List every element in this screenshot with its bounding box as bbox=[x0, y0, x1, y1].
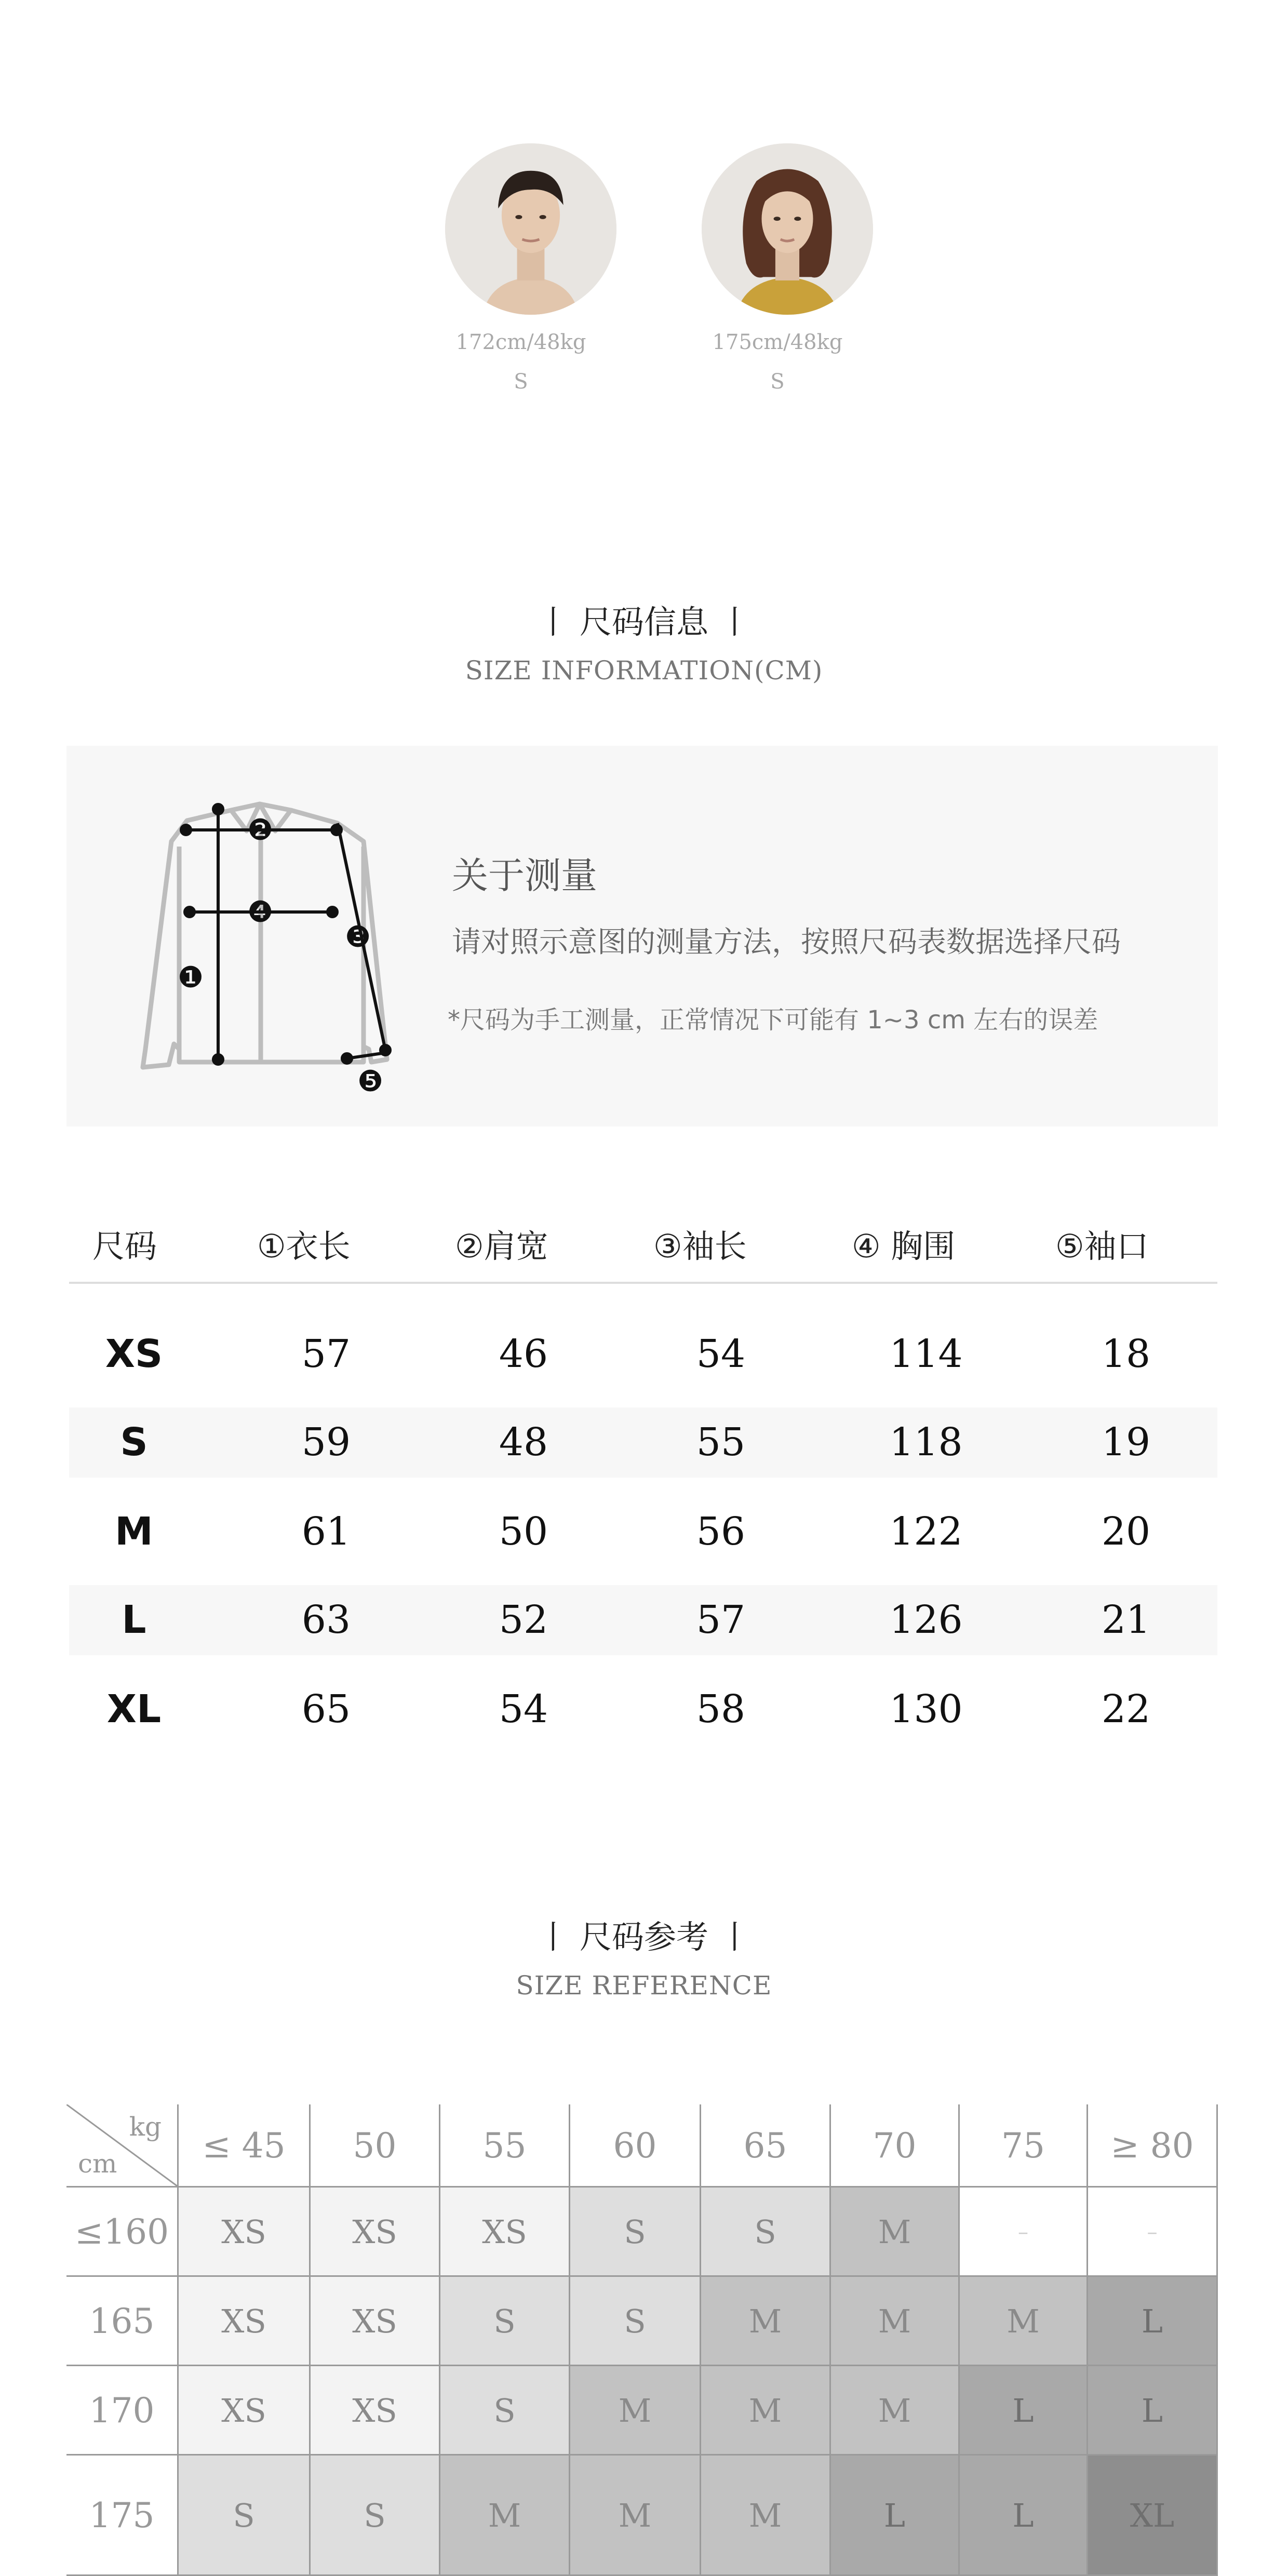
size-cell-chest: 130 bbox=[889, 1687, 963, 1732]
weight-header: 65 bbox=[701, 2104, 831, 2188]
height-header: 170 bbox=[66, 2366, 179, 2456]
size-cell-size: S bbox=[120, 1420, 148, 1465]
diagram-marker-5: ❺ bbox=[357, 1065, 384, 1098]
size-reference-cell: XS bbox=[440, 2188, 570, 2277]
size-cell-size: M bbox=[115, 1509, 153, 1554]
size-reference-title: 丨 尺码参考 丨 bbox=[537, 1918, 751, 1956]
size-reference-cell: M bbox=[831, 2277, 960, 2366]
size-cell-sleeve: 56 bbox=[696, 1509, 746, 1554]
model-1-portrait bbox=[445, 143, 616, 315]
size-reference-cell: L bbox=[960, 2366, 1088, 2456]
corner-cm-label: cm bbox=[78, 2149, 117, 2179]
height-header: ≤160 bbox=[66, 2188, 179, 2277]
size-cell-cuff: 18 bbox=[1101, 1332, 1151, 1376]
size-table-row bbox=[69, 1407, 1217, 1478]
model-2-photo bbox=[702, 143, 873, 315]
weight-header: ≥ 80 bbox=[1088, 2104, 1218, 2188]
model-1-stats: 172cm/48kg bbox=[455, 330, 586, 354]
size-cell-sleeve: 55 bbox=[696, 1420, 746, 1465]
size-reference-subtitle: SIZE REFERENCE bbox=[516, 1970, 772, 2001]
height-header: 175 bbox=[66, 2456, 179, 2576]
diagram-marker-3: ❸ bbox=[345, 920, 371, 954]
size-reference-corner bbox=[66, 2104, 179, 2188]
size-reference-cell: – bbox=[960, 2188, 1088, 2277]
size-reference-cell: M bbox=[831, 2188, 960, 2277]
size-reference-cell: M bbox=[701, 2277, 831, 2366]
size-table-header-length: ①衣长 bbox=[257, 1227, 351, 1265]
weight-header: 50 bbox=[311, 2104, 440, 2188]
measurement-error-note: *尺码为手工测量，正常情况下可能有 1~3 cm 左右的误差 bbox=[448, 1005, 1098, 1035]
size-cell-sleeve: 58 bbox=[696, 1687, 746, 1732]
size-info-subtitle: SIZE INFORMATION(CM) bbox=[465, 655, 823, 686]
size-reference-cell: S bbox=[440, 2277, 570, 2366]
model-1-size: S bbox=[514, 370, 528, 394]
size-reference-cell: L bbox=[831, 2456, 960, 2576]
size-reference-cell: L bbox=[960, 2456, 1088, 2576]
size-table-header-chest: ④ 胸围 bbox=[852, 1227, 956, 1265]
size-reference-cell: S bbox=[311, 2456, 440, 2576]
size-cell-shoulder: 48 bbox=[499, 1420, 548, 1465]
size-cell-length: 59 bbox=[301, 1420, 351, 1465]
size-cell-chest: 114 bbox=[889, 1332, 963, 1376]
size-cell-shoulder: 46 bbox=[499, 1332, 548, 1376]
weight-header: 75 bbox=[960, 2104, 1088, 2188]
size-cell-chest: 118 bbox=[889, 1420, 963, 1465]
size-table-row bbox=[69, 1497, 1217, 1567]
size-table-header-shoulder: ②肩宽 bbox=[455, 1227, 548, 1265]
size-reference-cell: XS bbox=[179, 2188, 311, 2277]
size-cell-shoulder: 52 bbox=[499, 1598, 548, 1642]
size-reference-cell: XS bbox=[311, 2366, 440, 2456]
size-reference-cell: S bbox=[179, 2456, 311, 2576]
size-table-divider bbox=[69, 1282, 1217, 1284]
size-cell-size: L bbox=[122, 1598, 146, 1642]
size-cell-cuff: 21 bbox=[1101, 1598, 1151, 1642]
size-table-row bbox=[69, 1319, 1217, 1389]
size-table-row bbox=[69, 1674, 1217, 1745]
size-reference-cell: – bbox=[1088, 2188, 1218, 2277]
weight-header: ≤ 45 bbox=[179, 2104, 311, 2188]
size-reference-cell: XS bbox=[311, 2277, 440, 2366]
size-reference-cell: S bbox=[570, 2188, 701, 2277]
size-reference-cell: M bbox=[701, 2456, 831, 2576]
about-measurement-description: 请对照示意图的测量方法，按照尺码表数据选择尺码 bbox=[452, 925, 1121, 959]
size-cell-sleeve: 57 bbox=[696, 1598, 746, 1642]
weight-header: 55 bbox=[440, 2104, 570, 2188]
about-measurement-title: 关于测量 bbox=[452, 854, 597, 897]
size-cell-chest: 126 bbox=[889, 1598, 963, 1642]
model-2-stats: 175cm/48kg bbox=[712, 330, 843, 354]
model-1-photo bbox=[445, 143, 616, 315]
diagram-marker-1: ❶ bbox=[178, 961, 204, 995]
size-cell-size: XL bbox=[106, 1687, 162, 1732]
size-reference-cell: L bbox=[1088, 2366, 1218, 2456]
model-2-size: S bbox=[770, 370, 785, 394]
size-table-header-sleeve: ③袖长 bbox=[653, 1227, 747, 1265]
size-reference-cell: L bbox=[1088, 2277, 1218, 2366]
size-reference-cell: M bbox=[831, 2366, 960, 2456]
size-table-row bbox=[69, 1585, 1217, 1655]
size-cell-length: 65 bbox=[301, 1687, 351, 1732]
size-cell-length: 61 bbox=[301, 1509, 351, 1554]
size-reference-cell: S bbox=[701, 2188, 831, 2277]
weight-header: 70 bbox=[831, 2104, 960, 2188]
size-cell-length: 57 bbox=[301, 1332, 351, 1376]
size-reference-cell: M bbox=[701, 2366, 831, 2456]
size-cell-shoulder: 54 bbox=[499, 1687, 548, 1732]
size-cell-cuff: 19 bbox=[1101, 1420, 1151, 1465]
size-reference-cell: M bbox=[570, 2366, 701, 2456]
size-reference-cell: M bbox=[570, 2456, 701, 2576]
size-cell-cuff: 22 bbox=[1101, 1687, 1151, 1732]
size-cell-size: XS bbox=[105, 1332, 163, 1376]
diagram-marker-4: ❹ bbox=[247, 895, 274, 929]
size-cell-length: 63 bbox=[301, 1598, 351, 1642]
size-reference-cell: M bbox=[960, 2277, 1088, 2366]
size-cell-shoulder: 50 bbox=[499, 1509, 548, 1554]
corner-kg-label: kg bbox=[129, 2112, 162, 2142]
size-reference-cell: XS bbox=[311, 2188, 440, 2277]
size-cell-sleeve: 54 bbox=[696, 1332, 746, 1376]
size-cell-chest: 122 bbox=[889, 1509, 963, 1554]
diagram-marker-2: ❷ bbox=[247, 813, 274, 847]
size-reference-cell: S bbox=[440, 2366, 570, 2456]
size-cell-cuff: 20 bbox=[1101, 1509, 1151, 1554]
size-reference-cell: M bbox=[440, 2456, 570, 2576]
model-2-portrait bbox=[702, 143, 873, 315]
height-header: 165 bbox=[66, 2277, 179, 2366]
size-reference-cell: S bbox=[570, 2277, 701, 2366]
size-reference-cell: XS bbox=[179, 2366, 311, 2456]
size-table-header-size: 尺码 bbox=[92, 1227, 157, 1265]
size-info-title: 丨 尺码信息 丨 bbox=[537, 603, 751, 641]
size-reference-cell: XS bbox=[179, 2277, 311, 2366]
weight-header: 60 bbox=[570, 2104, 701, 2188]
size-table-header-cuff: ⑤袖口 bbox=[1055, 1227, 1149, 1265]
size-reference-cell: XL bbox=[1088, 2456, 1218, 2576]
